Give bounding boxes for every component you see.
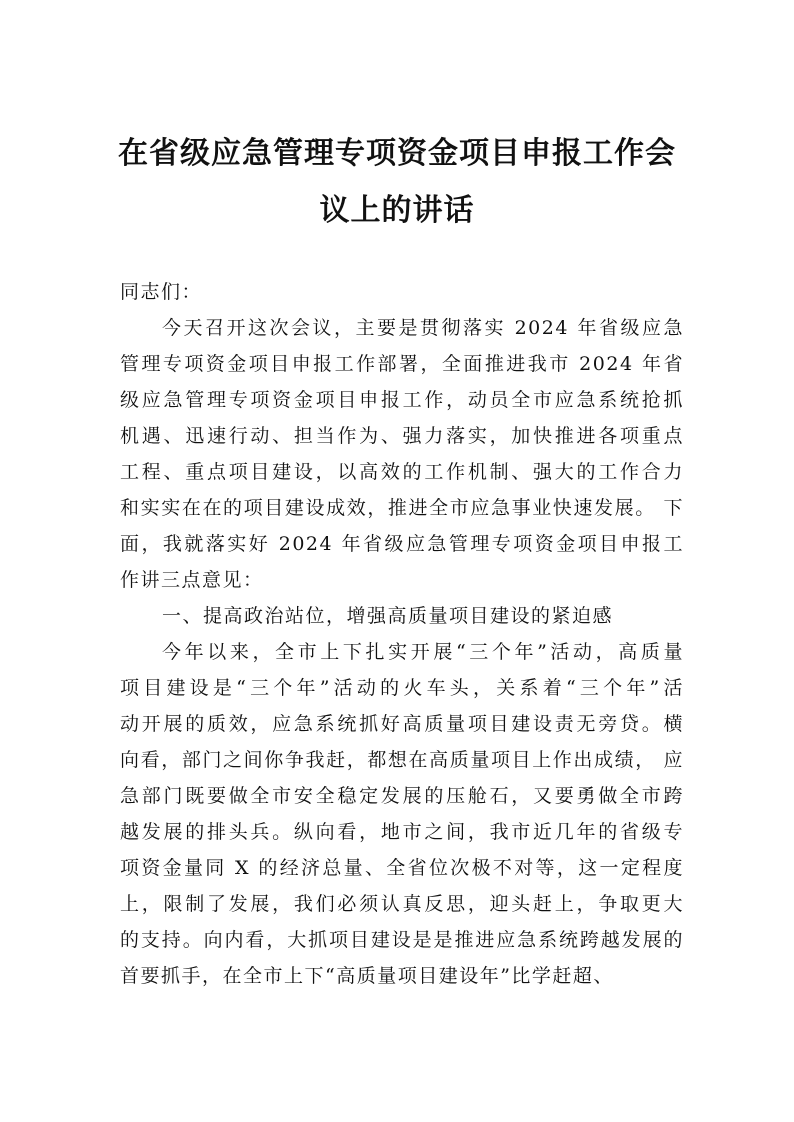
- paragraph-2-line: 的支持。向内看，大抓项目建设是是推进应急系统跨越发展的: [120, 929, 684, 951]
- paragraph-1-line: 面，我就落实好 2024 年省级应急管理专项资金项目申报工: [120, 533, 684, 555]
- paragraph-1-line: 管理专项资金项目申报工作部署，全面推进我市 2024 年省: [120, 353, 684, 375]
- paragraph-1-line: 机遇、迅速行动、担当作为、强力落实，加快推进各项重点: [120, 425, 684, 447]
- paragraph-2-line: 向看，部门之间你争我赶，都想在高质量项目上作出成绩， 应: [120, 749, 684, 771]
- paragraph-1-line: 和实实在在的项目建设成效，推进全市应急事业快速发展。 下: [120, 497, 684, 519]
- document-title-line-2: 议上的讲话: [319, 193, 475, 228]
- section-heading-1: 一、提高政治站位，增强高质量项目建设的紧迫感: [162, 605, 614, 627]
- paragraph-2-line: 越发展的排头兵。纵向看，地市之间，我市近几年的省级专: [120, 821, 684, 843]
- paragraph-2-line: 上，限制了发展，我们必须认真反思，迎头赶上，争取更大: [120, 893, 684, 915]
- paragraph-1-line: 作讲三点意见：: [120, 569, 264, 591]
- paragraph-2-line: 今年以来，全市上下扎实开展“三个年”活动，高质量: [162, 641, 684, 663]
- paragraph-1-line: 工程、重点项目建设，以高效的工作机制、强大的工作合力: [120, 461, 684, 483]
- paragraph-1-line: 今天召开这次会议，主要是贯彻落实 2024 年省级应急: [162, 317, 684, 339]
- paragraph-2-line: 动开展的质效，应急系统抓好高质量项目建设责无旁贷。横: [120, 713, 684, 735]
- document-body: [120, 274, 684, 994]
- paragraph-2-line: 项目建设是“三个年”活动的火车头，关系着“三个年”活: [120, 677, 684, 699]
- paragraph-1-line: 级应急管理专项资金项目申报工作，动员全市应急系统抢抓: [120, 389, 684, 411]
- paragraph-2-line: 急部门既要做全市安全稳定发展的压舱石，又要勇做全市跨: [120, 785, 684, 807]
- paragraph-2-line: 项资金量同 X 的经济总量、全省位次极不对等，这一定程度: [120, 857, 684, 879]
- salutation: 同志们：: [120, 281, 203, 303]
- document-title-line-1: 在省级应急管理专项资金项目申报工作会: [118, 136, 676, 171]
- paragraph-2-line: 首要抓手，在全市上下“高质量项目建设年”比学赶超、: [120, 965, 614, 987]
